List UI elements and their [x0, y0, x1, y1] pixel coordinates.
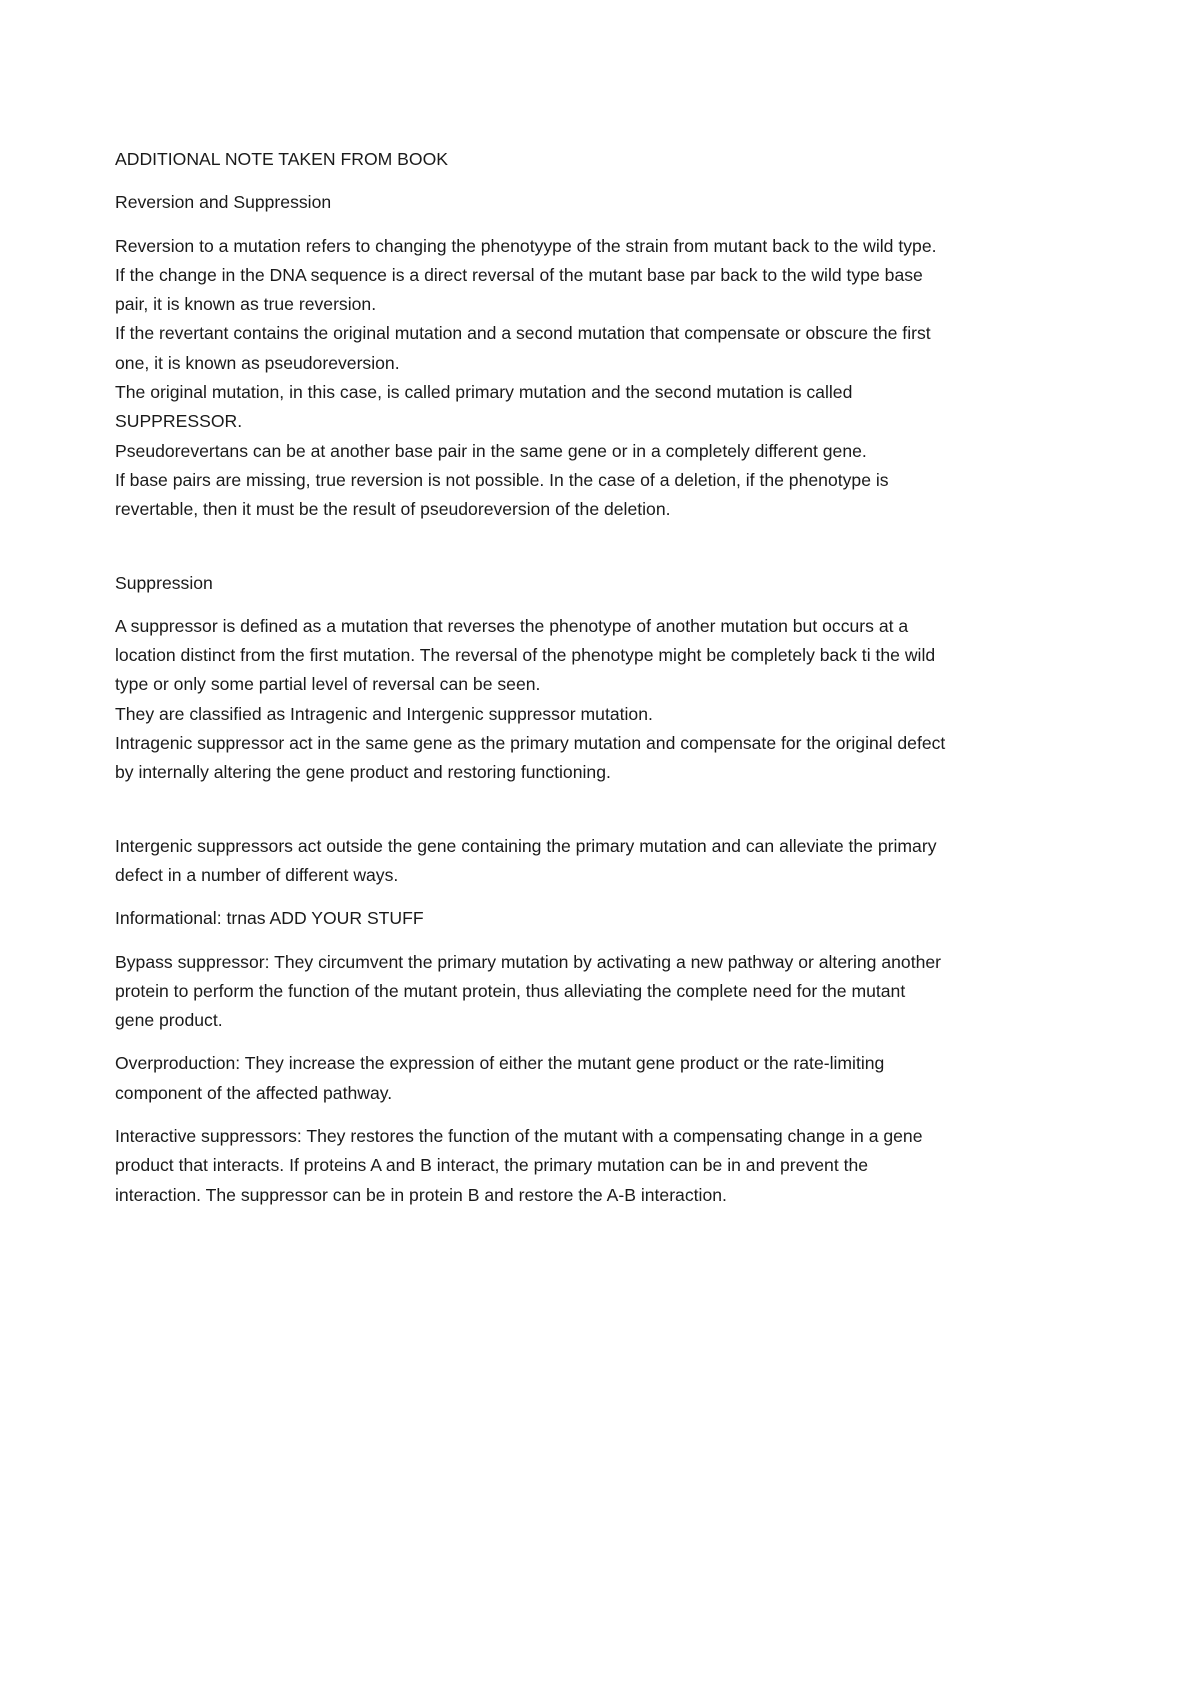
text-line: protein to perform the function of the mutant protein, thus alleviating the complete need for the mutant	[115, 980, 906, 1001]
text-line: component of the affected pathway.	[115, 1082, 393, 1103]
text-line: If the change in the DNA sequence is a direct reversal of the mutant base par back to the wild type base	[115, 264, 923, 285]
text-line: revertable, then it must be the result of pseudoreversion of the deletion.	[115, 499, 671, 520]
text-line: product that interacts. If proteins A and B interact, the primary mutation can be in and prevent the	[115, 1155, 869, 1176]
section-title-reversion: Reversion and Suppression	[115, 192, 332, 213]
paragraph-interactive	[115, 1122, 1095, 1210]
text-line: Reversion to a mutation refers to changing the phenotyype of the strain from mutant back to the wild type.	[115, 235, 937, 256]
text-line: Interactive suppressors: They restores the function of the mutant with a compensating change in a gene	[115, 1126, 923, 1147]
paragraph-intergenic	[115, 832, 1095, 891]
text-line: by internally altering the gene product and restoring functioning.	[115, 762, 611, 783]
text-line: gene product.	[115, 1010, 223, 1031]
text-line: The original mutation, in this case, is called primary mutation and the second mutation is called	[115, 382, 853, 403]
text-line: pair, it is known as true reversion.	[115, 294, 377, 315]
text-line: If the revertant contains the original mutation and a second mutation that compensate or obscure the first	[115, 323, 931, 344]
informational-line: Informational: trnas ADD YOUR STUFF	[115, 908, 424, 929]
text-line: Intergenic suppressors act outside the gene containing the primary mutation and can alleviate the primary	[115, 835, 937, 856]
paragraph-reversion	[115, 232, 1095, 525]
paragraph-suppression	[115, 612, 1095, 788]
text-line: Intragenic suppressor act in the same gene as the primary mutation and compensate for the original defect	[115, 733, 946, 754]
text-line: interaction. The suppressor can be in protein B and restore the A-B interaction.	[115, 1184, 727, 1205]
text-line: If base pairs are missing, true reversion is not possible. In the case of a deletion, if the phenotype is	[115, 469, 889, 490]
text-line: type or only some partial level of reversal can be seen.	[115, 674, 541, 695]
text-line: location distinct from the first mutation. The reversal of the phenotype might be completely back ti the wild	[115, 645, 936, 666]
text-line: Bypass suppressor: They circumvent the primary mutation by activating a new pathway or altering another	[115, 951, 942, 972]
text-line: SUPPRESSOR.	[115, 411, 243, 432]
text-line: one, it is known as pseudoreversion.	[115, 352, 400, 373]
paragraph-overproduction	[115, 1049, 1095, 1108]
document-body	[115, 145, 1095, 1210]
section-title-suppression: Suppression	[115, 572, 213, 593]
paragraph-bypass	[115, 948, 1095, 1036]
text-line: A suppressor is defined as a mutation that reverses the phenotype of another mutation but occurs at a	[115, 615, 909, 636]
text-line: defect in a number of different ways.	[115, 864, 399, 885]
text-line: Overproduction: They increase the expression of either the mutant gene product or the rate-limiting	[115, 1053, 885, 1074]
text-line: They are classified as Intragenic and Intergenic suppressor mutation.	[115, 703, 653, 724]
document-header: ADDITIONAL NOTE TAKEN FROM BOOK	[115, 149, 449, 169]
text-line: Pseudorevertans can be at another base pair in the same gene or in a completely different gene.	[115, 440, 867, 461]
